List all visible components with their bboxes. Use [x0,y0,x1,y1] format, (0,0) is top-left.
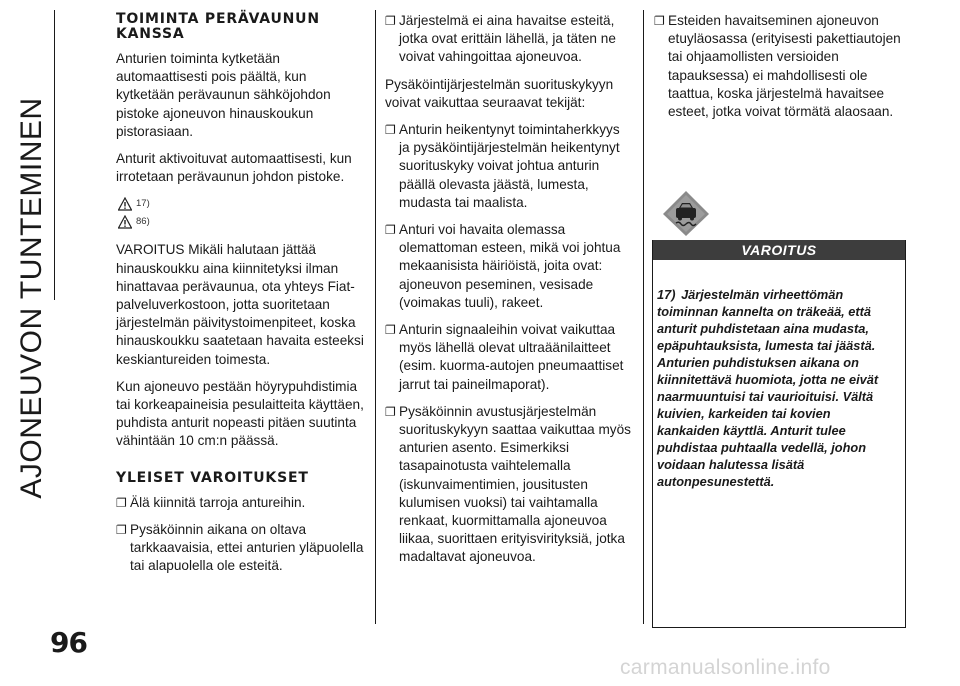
checkbox-bullet-icon: ❐ [385,14,396,28]
list-item [385,321,633,394]
chapter-rule [54,10,55,300]
warning-body [653,260,905,490]
chapter-title: AJONEUVON TUNTEMINEN [15,97,48,499]
list-item [385,403,633,567]
list-item-text: Älä kiinnitä tarroja antureihin. [130,494,306,510]
paragraph: Anturit aktivoituvat automaattisesti, kun irrotetaan perävaunun johdon pistoke. [116,151,352,185]
list-item-text: Anturin signaaleihin voivat vaikuttaa myös lähellä olevat ultraäänilaitteet (esim. kuorma-autojen pneumaattiset jarrut tai paineilmaporat). [399,322,624,392]
list-item [385,12,633,67]
list-item [385,121,633,212]
list-item [116,521,368,576]
list-item-text: Anturi voi havaita olemassa olemattoman esteen, mikä voi johtua mekaanisista häiriöistä, joita ovat: ajoneuvon peseminen, vesisade (voimakas tuuli), rakeet. [399,222,621,310]
paragraph: Kun ajoneuvo pestään höyrypuhdistimia tai korkeapaineisia pesulaitteita käyttäen, puhdista anturit nopeasti pitäen suutinta vähintään 10 cm:n päässä. [116,378,364,449]
checkbox-bullet-icon: ❐ [385,404,396,419]
list-item [116,494,368,512]
list-item-text: Anturin heikentynyt toimintaherkkyys ja pysäköintijärjestelmän heikentynyt suorituskyky voivat johtua anturin päällä olevasta jäästä, lumesta, mudasta tai maalista. [399,122,620,210]
checkbox-bullet-icon: ❐ [385,123,396,138]
list-item-text: Esteiden havaitseminen ajoneuvon etuyläosassa (erityisesti pakettiautojen tai ohjaamollisten versioiden tapauksessa) ei mahdollisesti ole taattua, koska järjestelmä havaitsee esteet, jotka voivat törmätä alaosaan. [668,13,901,120]
list-item-text: Pysäköinnin avustusjärjestelmän suorituskykyyn saattaa vaikuttaa myös anturien asento. Esimerkiksi tasapainotusta vaihtelemalla (iskunvaimentimien, jousitusten kulumisen vuoksi) tai vaihtamalla renkaat, kuormittamalla ajoneuvoa liikaa, suorittaen erityisvirityksiä, jotka madaltavat ajoneuvoa. [399,403,631,565]
column-3 [654,12,906,130]
section-heading-warnings: YLEISET VAROITUKSET [116,469,309,486]
watermark: carmanualsonline.info [620,656,831,679]
checkbox-bullet-icon: ❐ [385,223,396,238]
list-item [654,12,906,121]
bullet-list [654,12,906,121]
note-ref [118,213,368,231]
warning-triangle-icon [118,215,132,229]
paragraph: Pysäköintijärjestelmän suorituskykyyn voivat vaikuttaa seuraavat tekijät: [385,76,614,110]
bullet-list [385,121,633,567]
warning-panel [652,240,906,628]
note-ref [118,195,368,213]
note-ref-label: 17) [136,198,150,210]
car-skid-warning-icon [660,188,712,238]
checkbox-bullet-icon: ❐ [116,495,127,510]
warning-triangle-icon [118,197,132,211]
checkbox-bullet-icon: ❐ [385,323,396,338]
column-divider [643,10,644,624]
warning-header: VAROITUS [653,240,905,260]
note-refs [118,195,368,231]
column-divider [375,10,376,624]
list-item-text: Pysäköinnin aikana on oltava tarkkaavaisia, ettei anturien yläpuolella tai alapuolella ole esteitä. [130,521,364,574]
page-number: 96 [50,626,87,659]
list-item [385,221,633,312]
column-2 [385,12,633,576]
bullet-list [116,494,368,576]
column-1 [116,12,368,584]
list-item-text: Järjestelmä ei aina havaitse esteitä, jotka ovat erittäin lähellä, ja täten ne voivat vahingoittaa ajoneuvoa. [399,13,616,65]
note-ref-label: 86) [136,216,150,228]
section-heading-trailer: TOIMINTA PERÄVAUNUN KANSSA [116,11,320,42]
paragraph: VAROITUS Mikäli halutaan jättää hinauskoukku aina kiinnitetyksi ilman hinattavaa perävaunua, ota yhteys Fiat-palveluverkostoon, jotta suoritetaan järjestelmän päivitystoimenpiteet, koska hinauskoukku saatetaan havaita esteeksi keskiantureiden toimesta. [116,242,364,367]
warning-text: Järjestelmän virheettömän toiminnan kannelta on träkeää, että anturit puhdistetaan aina mudasta, epäpuhtauksista, lumesta tai jäästä. Anturien puhdistuksen aikana on kiinnitettävä huomiota, jotta ne eivät naarmuuntuisi tai vaurioituisi. Vältä kuivien, karkeiden tai kovien kankaiden käyttlä. Anturit tulee puhdistaa puhtaalla vedellä, johon voidaan halutessa lisätä autonpesunestettä. [657,287,879,489]
checkbox-bullet-icon: ❐ [116,522,127,537]
checkbox-bullet-icon: ❐ [654,14,665,28]
paragraph: Anturien toiminta kytketään automaattisesti pois päältä, kun kytketään perävaunun sähköjohdon pistoke ajoneuvon hinauskoukun pistorasiaan. [116,51,331,139]
bullet-list [385,12,633,67]
warning-number: 17) [657,287,676,302]
